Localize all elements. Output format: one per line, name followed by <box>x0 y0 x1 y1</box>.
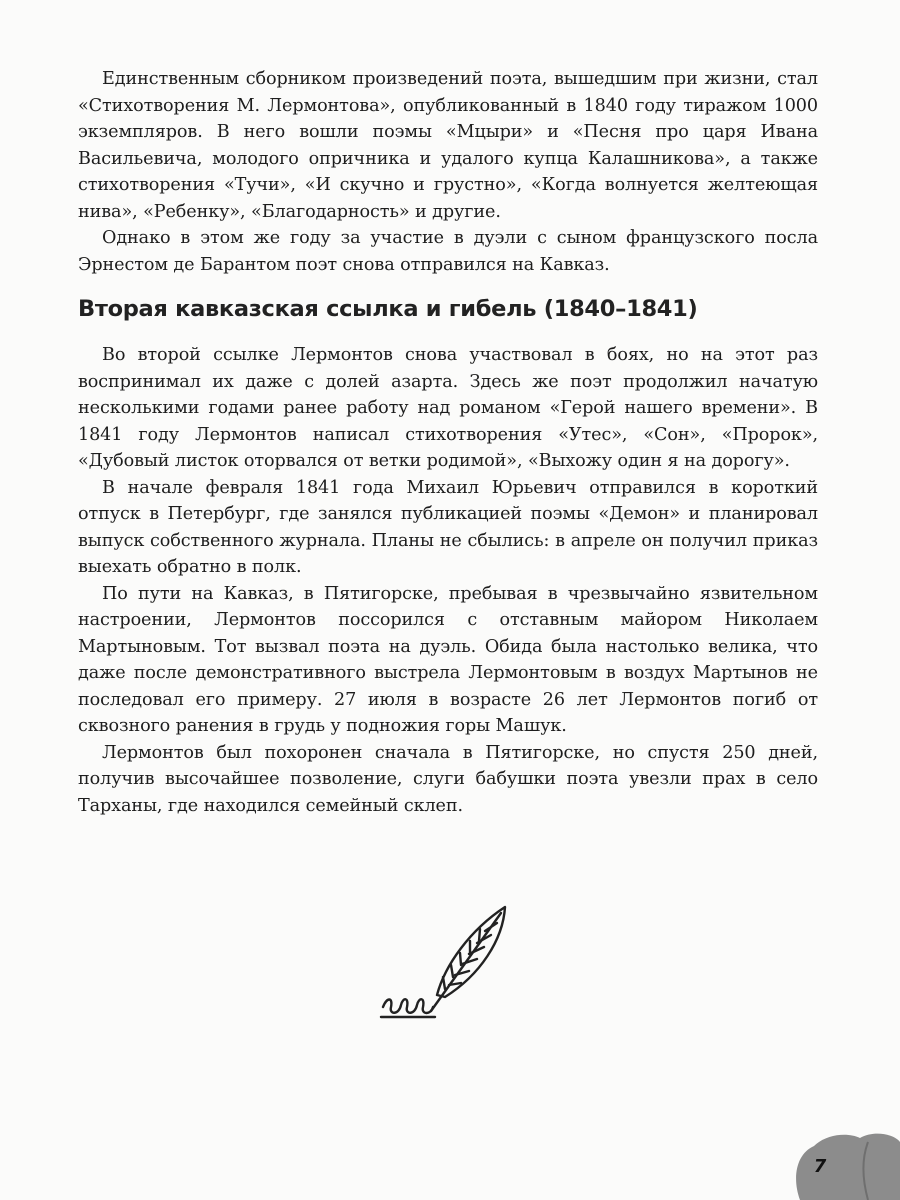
paragraph: Во второй ссылке Лермонтов снова участвовал в боях, но на этот раз воспринимал их даже с долей азарта. Здесь же поэт продолжил начатую несколькими годами ранее работу над романом «Герой нашего времени». В 1841 году Лермонтов написал стихотворения «Утес», «Сон», «Пророк», «Дубовый листок оторвался от ветки родимой», «Выхожу один я на дорогу». <box>78 345 818 471</box>
paragraph: Лермонтов был похоронен сначала в Пятигорске, но спустя 250 дней, получив высочайшее позволение, слуги бабушки поэта увезли прах в село Тарханы, где находился семейный склеп. <box>78 742 818 816</box>
paragraph: В начале февраля 1841 года Михаил Юрьевич отправился в короткий отпуск в Петербург, где занялся публикацией поэмы «Демон» и планировал выпуск собственного журнала. Планы не сбылись: в апреле он получил приказ выехать обратно в полк. <box>78 477 818 577</box>
paragraph: Однако в этом же году за участие в дуэли с сыном французского посла Эрнестом де Барантом поэт снова отправился на Кавказ. <box>78 228 818 275</box>
page-tab-decoration <box>790 1128 900 1200</box>
quill-pen-icon <box>365 885 525 1035</box>
section-heading: Вторая кавказская ссылка и гибель (1840–1841) <box>78 296 698 322</box>
paragraph: По пути на Кавказ, в Пятигорске, пребывая в чрезвычайно язвительном настроении, Лермонтов поссорился с отставным майором Николаем Мартыновым. Тот вызвал поэта на дуэль. Обида была настолько велика, что даже после демонстративного выстрела Лермонтовым в воздух Мартынов не последовал его примеру. 27 июля в возрасте 26 лет Лермонтов погиб от сквозного ранения в грудь у подножия горы Машук. <box>78 583 818 736</box>
page-content <box>78 66 818 819</box>
page-number: 7 <box>813 1156 827 1177</box>
paragraph: Единственным сборником произведений поэта, вышедшим при жизни, стал «Стихотворения М. Лермонтова», опубликованный в 1840 году тиражом 1000 экземпляров. В него вошли поэмы «Мцыри» и «Песня про царя Ивана Васильевича, молодого опричника и удалого купца Калашникова», а также стихотворения «Тучи», «И скучно и грустно», «Когда волнуется желтеющая нива», «Ребенку», «Благодарность» и другие. <box>78 69 818 222</box>
